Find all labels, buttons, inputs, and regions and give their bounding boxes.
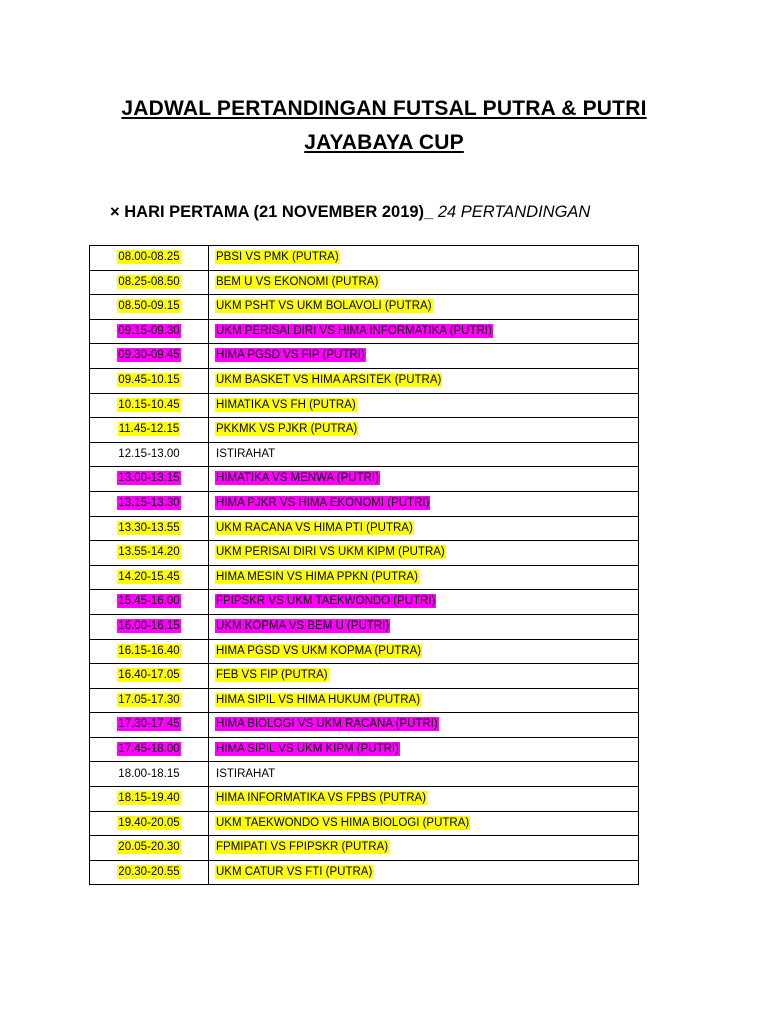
table-row bbox=[90, 614, 639, 639]
time-slot: 11.45-12.15 bbox=[118, 423, 180, 436]
time-slot: 08.50-09.15 bbox=[118, 300, 180, 313]
match-name: HIMA MESIN VS HIMA PPKN (PUTRA) bbox=[216, 570, 418, 583]
time-slot: 20.30-20.55 bbox=[118, 865, 180, 878]
table-row bbox=[90, 787, 639, 812]
match-name: UKM RACANA VS HIMA PTI (PUTRA) bbox=[216, 521, 413, 534]
time-cell bbox=[90, 516, 209, 541]
time-slot: 17.05-17.30 bbox=[118, 693, 180, 706]
match-cell bbox=[209, 491, 639, 516]
time-slot: 18.15-19.40 bbox=[118, 792, 180, 805]
match-cell bbox=[209, 860, 639, 885]
match-name: PKKMK VS PJKR (PUTRA) bbox=[216, 423, 358, 436]
match-name: HIMA PJKR VS HIMA EKONOMI (PUTRI) bbox=[216, 496, 430, 509]
match-cell bbox=[209, 516, 639, 541]
match-cell bbox=[209, 664, 639, 689]
table-row bbox=[90, 737, 639, 762]
time-slot: 14.20-15.45 bbox=[118, 570, 180, 583]
time-slot: 08.00-08.25 bbox=[118, 251, 180, 264]
time-cell bbox=[90, 467, 209, 492]
match-name: ISTIRAHAT bbox=[216, 767, 276, 780]
time-cell bbox=[90, 737, 209, 762]
table-row bbox=[90, 491, 639, 516]
match-cell bbox=[209, 319, 639, 344]
table-row bbox=[90, 541, 639, 566]
time-cell bbox=[90, 368, 209, 393]
time-slot: 20.05-20.30 bbox=[118, 841, 180, 854]
match-name: HIMA INFORMATIKA VS FPBS (PUTRA) bbox=[216, 792, 427, 805]
time-slot: 09.45-10.15 bbox=[118, 374, 180, 387]
time-cell bbox=[90, 688, 209, 713]
time-cell bbox=[90, 319, 209, 344]
match-cell bbox=[209, 246, 639, 271]
match-name: HIMATIKA VS FH (PUTRA) bbox=[216, 398, 356, 411]
time-cell bbox=[90, 590, 209, 615]
match-name: UKM PERISAI DIRI VS UKM KIPM (PUTRA) bbox=[216, 546, 445, 559]
match-name: UKM PERISAI DIRI VS HIMA INFORMATIKA (PUTRI) bbox=[216, 324, 492, 337]
table-row bbox=[90, 442, 639, 467]
match-name: FPIPSKR VS UKM TAEKWONDO (PUTRI) bbox=[216, 595, 436, 608]
time-slot: 13.30-13.55 bbox=[118, 521, 180, 534]
time-slot: 16.15-16.40 bbox=[118, 644, 180, 657]
day-label: HARI PERTAMA (21 NOVEMBER 2019)_ bbox=[124, 203, 434, 221]
match-cell bbox=[209, 811, 639, 836]
time-cell bbox=[90, 836, 209, 861]
time-cell bbox=[90, 614, 209, 639]
time-slot: 13.15-13.30 bbox=[118, 496, 180, 509]
table-row bbox=[90, 836, 639, 861]
match-name: HIMA SIPIL VS HIMA HUKUM (PUTRA) bbox=[216, 693, 421, 706]
time-cell bbox=[90, 491, 209, 516]
match-name: HIMA PGSD VS FIP (PUTRI) bbox=[216, 349, 365, 362]
table-row bbox=[90, 811, 639, 836]
match-cell bbox=[209, 418, 639, 443]
table-row bbox=[90, 393, 639, 418]
page-subtitle: JAYABAYA CUP bbox=[304, 131, 464, 154]
time-cell bbox=[90, 270, 209, 295]
time-slot: 16.40-17.05 bbox=[118, 669, 180, 682]
match-name: FPMIPATI VS FPIPSKR (PUTRA) bbox=[216, 841, 389, 854]
time-cell bbox=[90, 565, 209, 590]
time-slot: 17.30-17.45 bbox=[118, 718, 180, 731]
time-cell bbox=[90, 295, 209, 320]
match-name: UKM BASKET VS HIMA ARSITEK (PUTRA) bbox=[216, 374, 442, 387]
time-cell bbox=[90, 762, 209, 787]
table-row bbox=[90, 516, 639, 541]
time-slot: 19.40-20.05 bbox=[118, 816, 180, 829]
match-cell bbox=[209, 713, 639, 738]
match-count: 24 PERTANDINGAN bbox=[437, 203, 591, 221]
match-cell bbox=[209, 393, 639, 418]
table-row bbox=[90, 688, 639, 713]
time-cell bbox=[90, 860, 209, 885]
match-name: HIMATIKA VS MENWA (PUTRI) bbox=[216, 472, 379, 485]
match-cell bbox=[209, 590, 639, 615]
match-name: PBSI VS PMK (PUTRA) bbox=[216, 251, 339, 264]
time-slot: 13.00-13.15 bbox=[118, 472, 180, 485]
table-row bbox=[90, 418, 639, 443]
match-cell bbox=[209, 836, 639, 861]
time-slot: 08.25-08.50 bbox=[118, 275, 180, 288]
match-cell bbox=[209, 295, 639, 320]
match-name: HIMA SIPIL VS UKM KIPM (PUTRI) bbox=[216, 742, 399, 755]
time-cell bbox=[90, 442, 209, 467]
time-slot: 13.55-14.20 bbox=[118, 546, 180, 559]
match-name: HIMA PGSD VS UKM KOPMA (PUTRA) bbox=[216, 644, 422, 657]
match-cell bbox=[209, 762, 639, 787]
match-cell bbox=[209, 270, 639, 295]
time-slot: 17.45-18.00 bbox=[118, 742, 180, 755]
time-cell bbox=[90, 418, 209, 443]
time-cell bbox=[90, 246, 209, 271]
time-slot: 18.00-18.15 bbox=[118, 767, 180, 780]
match-name: UKM TAEKWONDO VS HIMA BIOLOGI (PUTRA) bbox=[216, 816, 470, 829]
time-slot: 12.15-13.00 bbox=[118, 447, 180, 460]
time-slot: 16.00-16.15 bbox=[118, 619, 180, 632]
time-cell bbox=[90, 811, 209, 836]
table-row bbox=[90, 344, 639, 369]
table-row bbox=[90, 713, 639, 738]
table-row bbox=[90, 467, 639, 492]
match-name: UKM PSHT VS UKM BOLAVOLI (PUTRA) bbox=[216, 300, 432, 313]
table-row bbox=[90, 639, 639, 664]
time-cell bbox=[90, 344, 209, 369]
time-slot: 09.15-09.30 bbox=[118, 324, 180, 337]
time-slot: 15.45-16.00 bbox=[118, 595, 180, 608]
match-cell bbox=[209, 688, 639, 713]
match-name: FEB VS FIP (PUTRA) bbox=[216, 669, 328, 682]
match-name: ISTIRAHAT bbox=[216, 447, 276, 460]
table-row bbox=[90, 270, 639, 295]
table-row bbox=[90, 565, 639, 590]
match-name: UKM KOPMA VS BEM U (PUTRI) bbox=[216, 619, 390, 632]
table-row bbox=[90, 860, 639, 885]
day-heading bbox=[110, 203, 590, 222]
table-row bbox=[90, 762, 639, 787]
time-cell bbox=[90, 787, 209, 812]
match-cell bbox=[209, 442, 639, 467]
match-cell bbox=[209, 368, 639, 393]
match-cell bbox=[209, 344, 639, 369]
time-cell bbox=[90, 639, 209, 664]
table-row bbox=[90, 590, 639, 615]
time-slot: 10.15-10.45 bbox=[118, 398, 180, 411]
match-cell bbox=[209, 565, 639, 590]
match-name: UKM CATUR VS FTI (PUTRA) bbox=[216, 865, 373, 878]
match-cell bbox=[209, 614, 639, 639]
table-row bbox=[90, 368, 639, 393]
table-row bbox=[90, 246, 639, 271]
match-name: BEM U VS EKONOMI (PUTRA) bbox=[216, 275, 379, 288]
table-row bbox=[90, 664, 639, 689]
time-cell bbox=[90, 393, 209, 418]
match-cell bbox=[209, 541, 639, 566]
match-cell bbox=[209, 639, 639, 664]
bullet-icon: × bbox=[110, 203, 120, 221]
schedule-table bbox=[89, 245, 639, 885]
match-cell bbox=[209, 467, 639, 492]
match-name: HIMA BIOLOGI VS UKM RACANA (PUTRI) bbox=[216, 718, 438, 731]
match-cell bbox=[209, 787, 639, 812]
time-slot: 09.30-09.45 bbox=[118, 349, 180, 362]
page-title: JADWAL PERTANDINGAN FUTSAL PUTRA & PUTRI bbox=[121, 97, 647, 120]
table-row bbox=[90, 319, 639, 344]
time-cell bbox=[90, 541, 209, 566]
time-cell bbox=[90, 713, 209, 738]
table-row bbox=[90, 295, 639, 320]
time-cell bbox=[90, 664, 209, 689]
match-cell bbox=[209, 737, 639, 762]
